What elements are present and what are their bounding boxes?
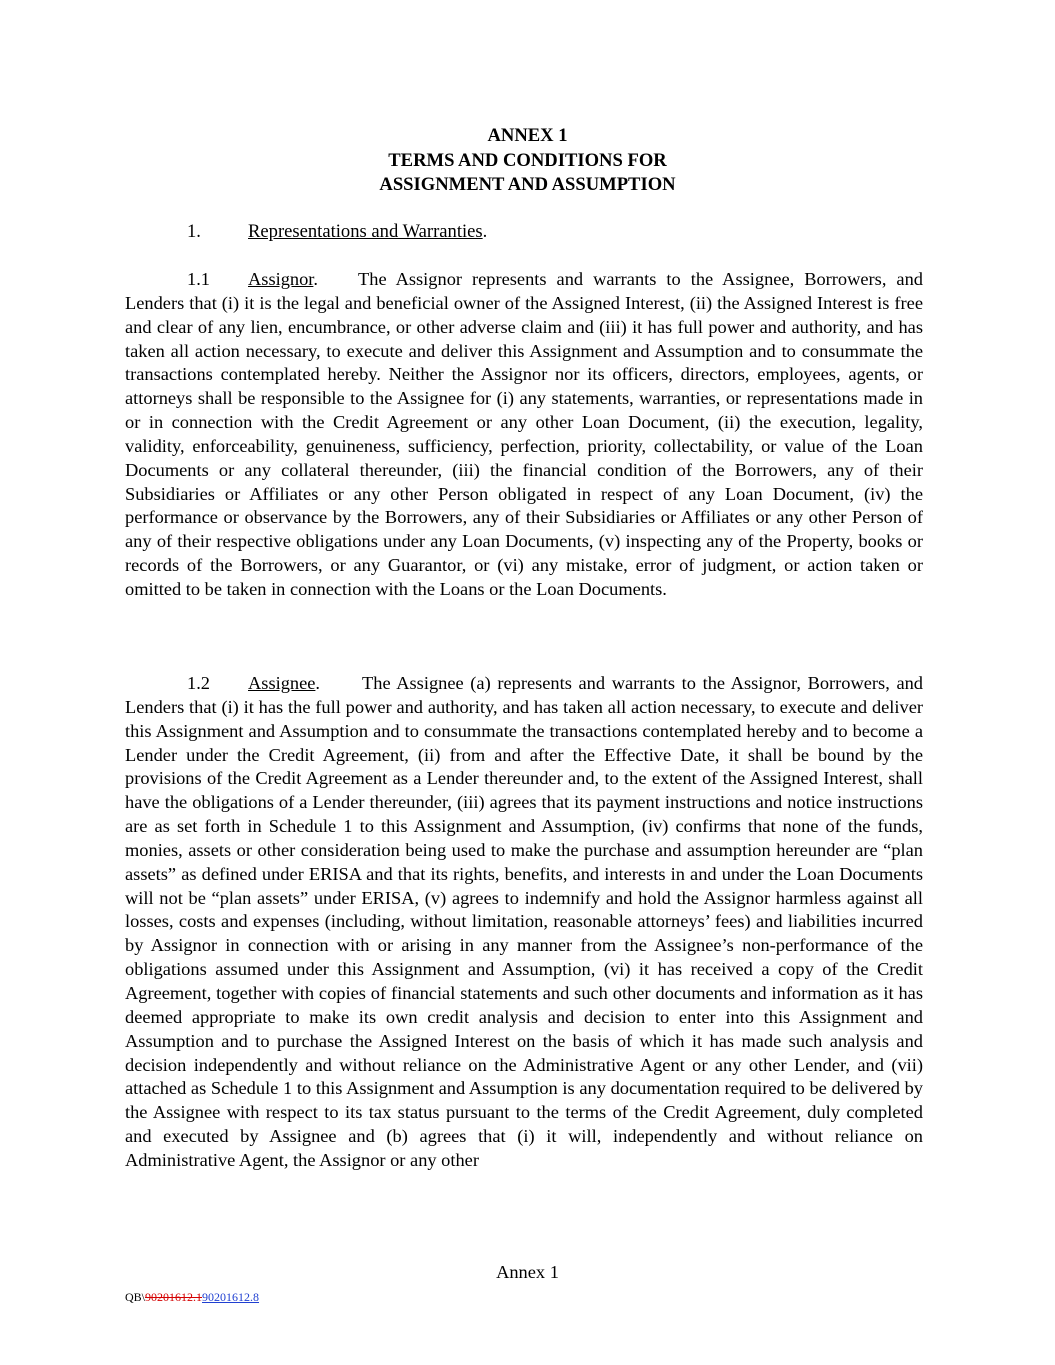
section-title-suffix: . — [482, 221, 488, 242]
paragraph-title: Assignee — [248, 673, 316, 693]
paragraph-body: The Assignee (a) represents and warrants to the Assignor, Borrowers, and Lenders that (i) it has the full power and authority, and has taken all action necessary, to execute and deliver this Assignment and Assumption and to consummate the transactions contemplated hereby and to become a Lender under the Credit Agreement, (ii) from and after the Effective Date, it shall be bound by the provisions of the Credit Agreement as a Lender thereunder and, to the extent of the Assigned Interest, shall have the obligations of a Lender thereunder, (iii) agrees that its payment instructions and notice instructions are as set forth in Schedule 1 to this Assignment and Assumption, (iv) confirms that none of the funds, monies, assets or other consideration being used to make the purchase and assumption hereunder are “plan assets” as defined under ERISA and that its rights, benefits, and interests in and under the Loan Documents will not be “plan assets” under ERISA, (v) agrees to indemnify and hold the Assignor harmless against all losses, costs and expenses (including, without limitation, reasonable attorneys’ fees) and liabilities incurred by Assignor in connection with or arising in any manner from the Assignee’s non-performance of the obligations assumed under this Assignment and Assumption, (vi) it has received a copy of the Credit Agreement, together with copies of financial statements and such other documents and information as it has deemed appropriate to make its own credit analysis and decision to enter into this Assignment and Assumption and to purchase the Assigned Interest on the basis of which it has made such analysis and decision independently and without reliance on the Administrative Agent or any other Lender, and (vii) attached as Schedule 1 to this Assignment and Assumption is any documentation required to be delivered by the Assignee with respect to its tax status pursuant to the terms of the Credit Agreement, duly completed and executed by Assignee and (b) agrees that (i) it will, independently and without reliance on Administrative Agent, the Assignor or any other — [125, 673, 923, 1170]
document-id — [125, 1289, 259, 1305]
paragraph-number: 1.2 — [187, 673, 210, 693]
doc-id-deleted: 90201612.1 — [145, 1290, 203, 1304]
paragraph-title: Assignor — [248, 269, 314, 289]
header-line-3: ASSIGNMENT AND ASSUMPTION — [379, 174, 676, 195]
doc-id-prefix: QB\ — [125, 1290, 146, 1304]
section-heading — [187, 220, 487, 244]
header-line-2: TERMS AND CONDITIONS FOR — [388, 149, 667, 171]
paragraph-assignor — [125, 268, 923, 602]
section-title: Representations and Warranties — [248, 221, 483, 242]
annex-header — [0, 124, 1055, 198]
paragraph-body: The Assignor represents and warrants to the Assignee, Borrowers, and Lenders that (i) it is the legal and beneficial owner of the Assigned Interest, (ii) the Assigned Interest is free and clear of any lien, encumbrance, or other adverse claim and (iii) it has full power and authority, and has taken all action necessary, to execute and deliver this Assignment and Assumption and to consummate the transactions contemplated hereby. Neither the Assignor nor its officers, directors, employees, agents, or attorneys shall be responsible to the Assignee for (i) any statements, warranties, or representations made in or in connection with the Credit Agreement or any other Loan Document, (ii) the execution, legality, validity, enforceability, genuineness, sufficiency, perfection, priority, collectability, or value of the Loan Documents or any collateral thereunder, (iii) the financial condition of the Borrowers, any of their Subsidiaries or Affiliates or any other Person obligated in respect of any Loan Document, (iv) the performance or observance by the Borrowers, any of their Subsidiaries or Affiliates or any other Person of any of their respective obligations under any Loan Documents, (v) inspecting any of the Property, books or records of the Borrowers, or any Guarantor, or (vi) any mistake, error of judgment, or action taken or omitted to be taken in connection with the Loans or the Loan Documents. — [125, 269, 923, 599]
section-number: 1. — [187, 221, 201, 242]
paragraph-number: 1.1 — [187, 269, 210, 289]
paragraph-assignee — [125, 672, 923, 1173]
header-line-1: ANNEX 1 — [487, 125, 568, 146]
page-footer-label: Annex 1 — [496, 1262, 559, 1282]
doc-id-inserted: 90201612.8 — [202, 1290, 260, 1304]
paragraph-title-suffix: . — [315, 673, 321, 693]
paragraph-title-suffix: . — [313, 269, 319, 289]
